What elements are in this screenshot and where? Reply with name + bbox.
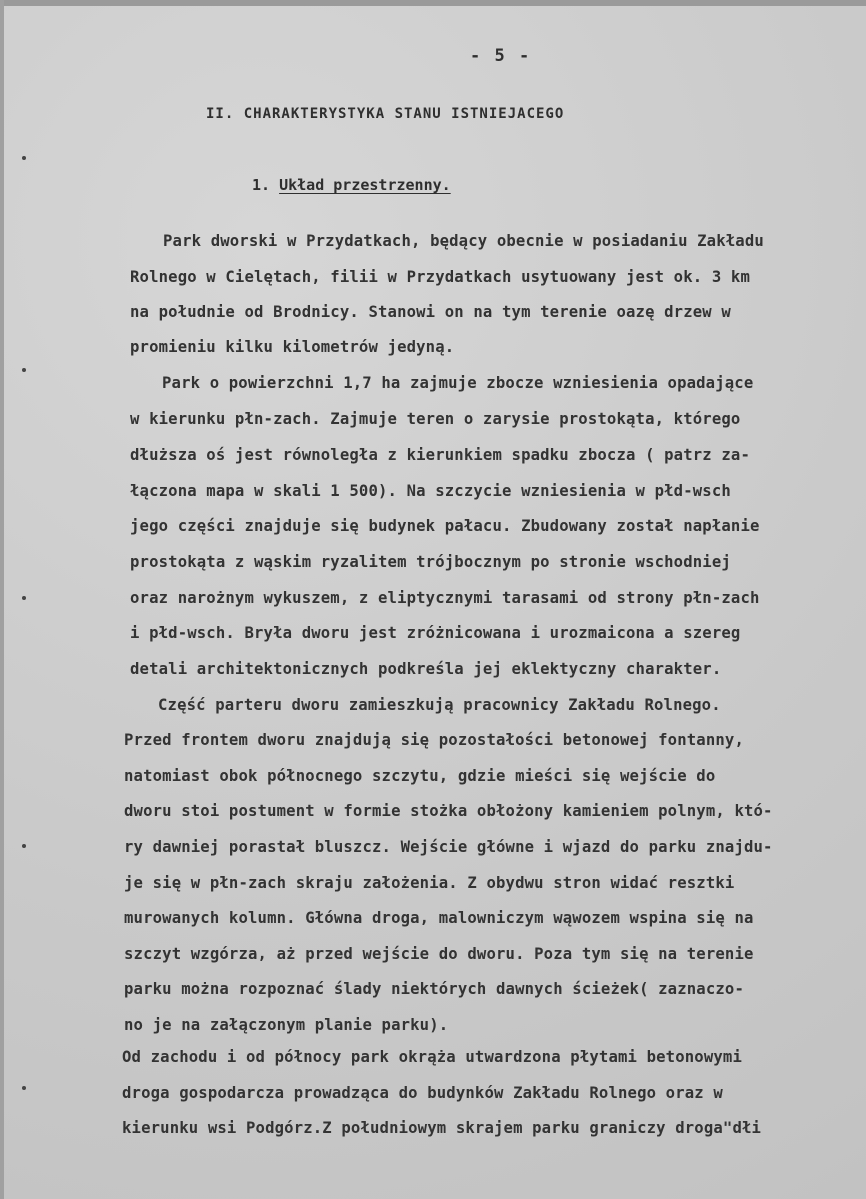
text-line: detali architektonicznych podkreśla jej eklektyczny charakter. [130, 660, 722, 678]
text-line: dworu stoi postument w formie stożka obłożony kamieniem polnym, któ- [124, 802, 773, 820]
text-line: na południe od Brodnicy. Stanowi on na tym terenie oazę drzew w [130, 303, 731, 321]
text-line: ry dawniej porastał bluszcz. Wejście główne i wjazd do parku znajdu- [124, 838, 773, 856]
text-line: w kierunku płn-zach. Zajmuje teren o zarysie prostokąta, którego [130, 410, 741, 428]
text-line: natomiast obok północnego szczytu, gdzie mieści się wejście do [124, 767, 716, 785]
binder-hole-mark [22, 1086, 26, 1090]
text-line: szczyt wzgórza, aż przed wejście do dworu. Poza tym się na terenie [124, 945, 754, 963]
text-line: Od zachodu i od północy park okrąża utwardzona płytami betonowymi [122, 1048, 742, 1066]
binder-hole-mark [22, 844, 26, 848]
text-line: Rolnego w Cielętach, filii w Przydatkach usytuowany jest ok. 3 km [130, 268, 750, 286]
text-line: prostokąta z wąskim ryzalitem trójbocznym po stronie wschodniej [130, 553, 731, 571]
text-line: no je na załączonym planie parku). [124, 1016, 449, 1034]
text-line: kierunku wsi Podgórz.Z południowym skrajem parku graniczy droga"dłi [122, 1119, 762, 1137]
scan-left-edge [0, 0, 4, 1199]
page-number: - 5 - [470, 46, 532, 66]
text-line: i płd-wsch. Bryła dworu jest zróżnicowana i urozmaicona a szereg [130, 624, 741, 642]
section-number: 1. [252, 176, 271, 194]
text-line: oraz narożnym wykuszem, z eliptycznymi tarasami od strony płn-zach [130, 589, 760, 607]
scan-top-edge [0, 0, 866, 6]
text-line: dłuższa oś jest równoległa z kierunkiem spadku zbocza ( patrz za- [130, 446, 750, 464]
text-line: Park o powierzchni 1,7 ha zajmuje zbocze wzniesienia opadające [162, 374, 754, 392]
text-line: parku można rozpoznać ślady niektórych dawnych ścieżek( zaznaczo- [124, 980, 744, 998]
text-line: jego części znajduje się budynek pałacu. Zbudowany został napłanie [130, 517, 760, 535]
text-line: Park dworski w Przydatkach, będący obecnie w posiadaniu Zakładu [163, 232, 764, 250]
binder-hole-mark [22, 368, 26, 372]
text-line: droga gospodarcza prowadząca do budynków Zakładu Rolnego oraz w [122, 1084, 723, 1102]
text-line: murowanych kolumn. Główna droga, malowniczym wąwozem wspina się na [124, 909, 754, 927]
binder-hole-mark [22, 156, 26, 160]
text-line: Część parteru dworu zamieszkują pracownicy Zakładu Rolnego. [158, 696, 721, 714]
section-title: Układ przestrzenny. [279, 176, 451, 194]
text-line: Przed frontem dworu znajdują się pozostałości betonowej fontanny, [124, 731, 744, 749]
binder-hole-mark [22, 596, 26, 600]
section-heading [252, 176, 451, 194]
chapter-heading: II. CHARAKTERYSTYKA STANU ISTNIEJACEGO [206, 106, 565, 122]
text-line: promieniu kilku kilometrów jedyną. [130, 338, 455, 356]
text-line: łączona mapa w skali 1 500). Na szczycie wzniesienia w płd-wsch [130, 482, 731, 500]
text-line: je się w płn-zach skraju założenia. Z obydwu stron widać resztki [124, 874, 735, 892]
